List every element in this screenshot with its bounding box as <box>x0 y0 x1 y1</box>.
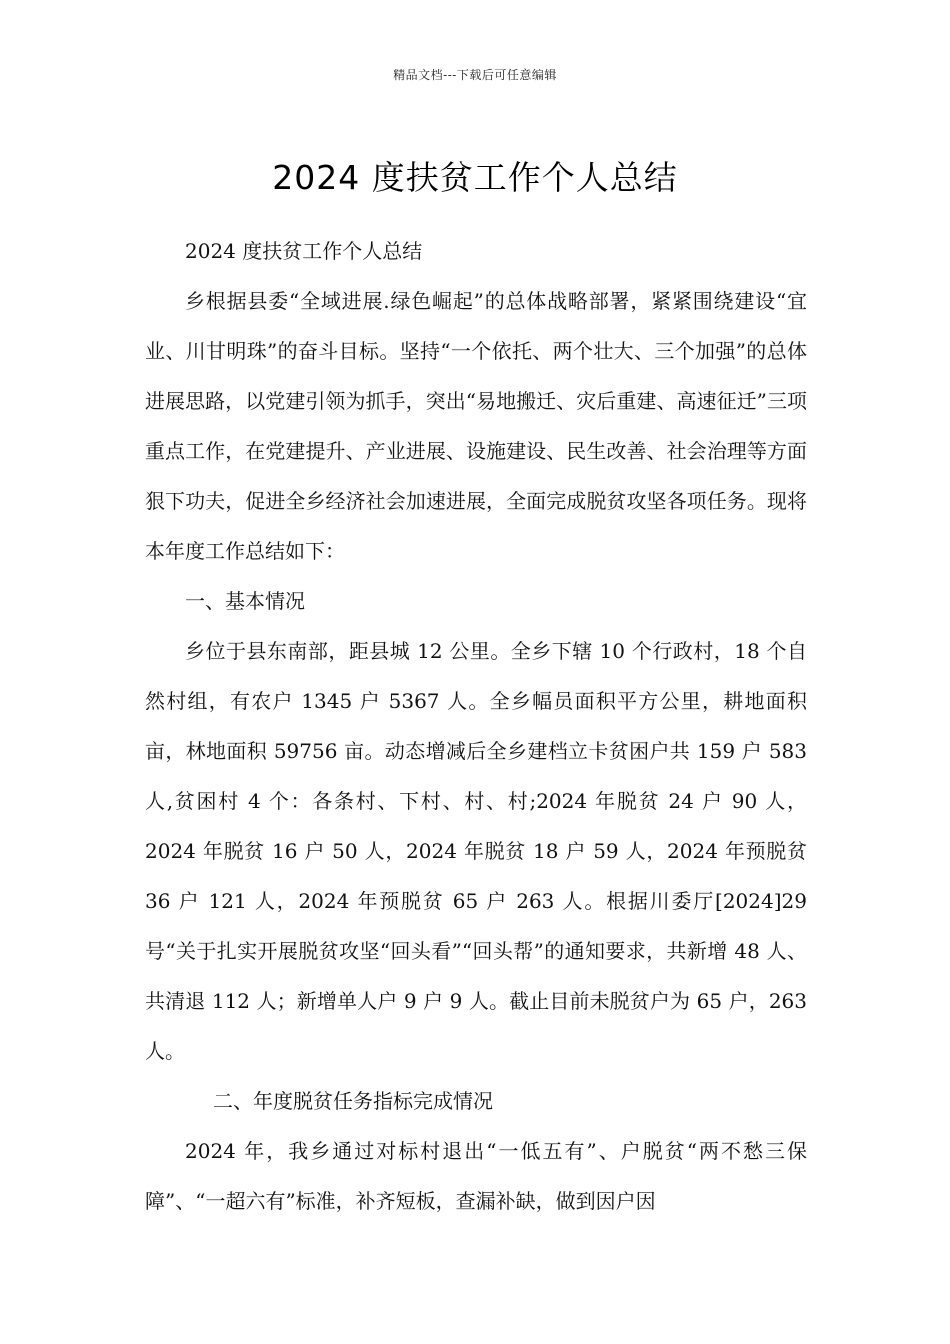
document-title: 2024 度扶贫工作个人总结 <box>272 158 678 198</box>
header-note: 精品文档---下载后可任意编辑 <box>393 68 557 82</box>
document-body <box>145 226 807 1226</box>
paragraph-intro: 乡根据县委“全域进展.绿色崛起”的总体战略部署，紧紧围绕建设“宜业、川甘明珠”的奋斗目标。坚持“一个依托、两个壮大、三个加强”的总体进展思路，以党建引领为抓手，突出“易地搬迁、灾后重建、高速征迁”三项重点工作，在党建提升、产业进展、设施建设、民生改善、社会治理等方面狠下功夫，促进全乡经济社会加速进展，全面完成脱贫攻坚各项任务。现将本年度工作总结如下： <box>145 289 807 563</box>
paragraph-subtitle: 2024 度扶贫工作个人总结 <box>185 239 423 263</box>
section-heading-basic: 一、基本情况 <box>185 589 305 613</box>
paragraph-targets: 2024 年，我乡通过对标村退出“一低五有”、户脱贫“两不愁三保障”、“一超六有”标准，补齐短板，查漏补缺，做到因户因 <box>145 1139 807 1213</box>
paragraph-basic-situation: 乡位于县东南部，距县城 12 公里。全乡下辖 10 个行政村，18 个自然村组，有农户 1345 户 5367 人。全乡幅员面积平方公里，耕地面积亩，林地面积 59756 亩。动态增减后全乡建档立卡贫困户共 159 户 583 人,贫困村 4 个：各条村、下村、村、村;2024 年脱贫 24 户 90 人，2024 年脱贫 16 户 50 人，2024 年脱贫 18 户 59 人，2024 年预脱贫 36 户 121 人，2024 年预脱贫 65 户 263 人。根据川委厅[2024]29 号“关于扎实开展脱贫攻坚“回头看”“回头帮”的通知要求，共新增 48 人、共清退 112 人；新增单人户 9 户 9 人。截止目前未脱贫户为 65 户，263 人。 <box>145 639 807 1063</box>
section-heading-targets: 二、年度脱贫任务指标完成情况 <box>213 1089 493 1113</box>
